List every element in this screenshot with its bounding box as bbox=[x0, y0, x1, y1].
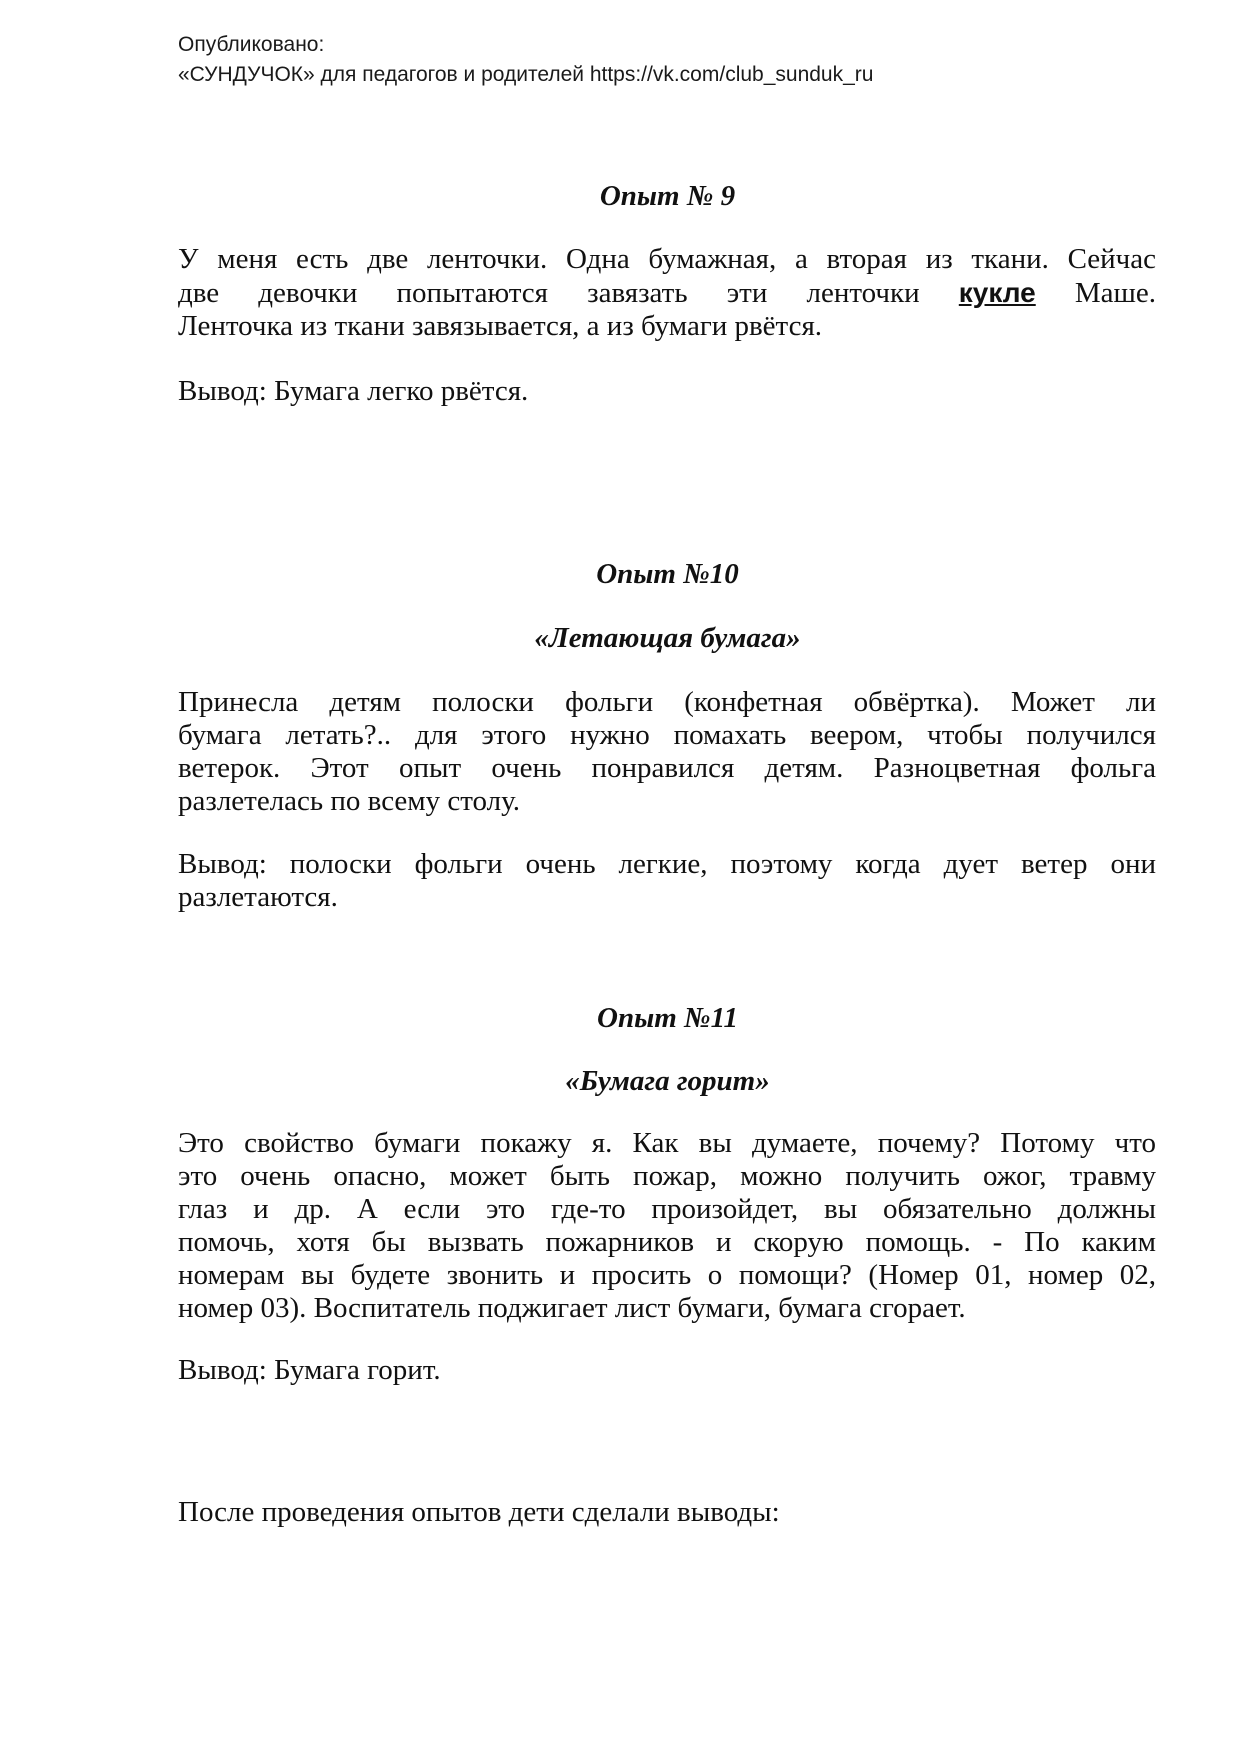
exp10-conclusion-line: Вывод: полоски фольги очень легкие, поэтому когда дует ветер они bbox=[178, 848, 1156, 880]
exp10-line: бумага летать?.. для этого нужно помахать веером, чтобы получился bbox=[178, 719, 1156, 751]
exp10-title: Опыт №10 bbox=[596, 558, 739, 590]
publication-header bbox=[178, 30, 873, 90]
exp11-line: Это свойство бумаги покажу я. Как вы думаете, почему? Потому что bbox=[178, 1127, 1156, 1159]
exp10-paragraph bbox=[178, 686, 1156, 818]
exp11-line: это очень опасно, может быть пожар, можно получить ожог, травму bbox=[178, 1160, 1156, 1192]
doll-link[interactable]: кукле bbox=[958, 277, 1036, 308]
exp10-conclusion-line: разлетаются. bbox=[178, 881, 338, 913]
header-source-line: «СУНДУЧОК» для педагогов и родителей https://vk.com/club_sunduk_ru bbox=[178, 63, 874, 86]
exp9-conclusion: Вывод: Бумага легко рвётся. bbox=[178, 375, 529, 407]
exp10-conclusion bbox=[178, 848, 1156, 914]
exp9-paragraph bbox=[178, 243, 1156, 343]
exp10-subtitle: «Летающая бумага» bbox=[534, 622, 801, 654]
exp11-line: номерам вы будете звонить и просить о помощи? (Номер 01, номер 02, bbox=[178, 1259, 1156, 1291]
exp9-line-1: У меня есть две ленточки. Одна бумажная, а вторая из ткани. Сейчас bbox=[178, 243, 1156, 275]
exp10-line: ветерок. Этот опыт очень понравился детям. Разноцветная фольга bbox=[178, 752, 1156, 784]
exp11-conclusion: Вывод: Бумага горит. bbox=[178, 1354, 441, 1386]
exp11-line: глаз и др. А если это где-то произойдет, вы обязательно должны bbox=[178, 1193, 1156, 1225]
exp11-paragraph bbox=[178, 1127, 1156, 1325]
header-published-label: Опубликовано: bbox=[178, 33, 325, 56]
closing-text: После проведения опытов дети сделали выводы: bbox=[178, 1496, 780, 1528]
exp10-line: разлетелась по всему столу. bbox=[178, 785, 520, 817]
exp11-line: помочь, хотя бы вызвать пожарников и скорую помощь. - По каким bbox=[178, 1226, 1156, 1258]
exp9-line-2 bbox=[178, 276, 1156, 310]
exp9-title: Опыт № 9 bbox=[599, 180, 736, 212]
exp9-line-2-end: Маше. bbox=[1074, 277, 1156, 309]
exp9-line-2-start: две девочки попытаются завязать эти ленточки bbox=[178, 277, 920, 309]
exp11-title: Опыт №11 bbox=[597, 1002, 738, 1034]
exp10-line: Принесла детям полоски фольги (конфетная обвёртка). Может ли bbox=[178, 686, 1156, 718]
exp11-subtitle: «Бумага горит» bbox=[565, 1065, 770, 1097]
exp11-line: номер 03). Воспитатель поджигает лист бумаги, бумага сгорает. bbox=[178, 1292, 966, 1324]
exp9-line-3: Ленточка из ткани завязывается, а из бумаги рвётся. bbox=[178, 310, 823, 342]
